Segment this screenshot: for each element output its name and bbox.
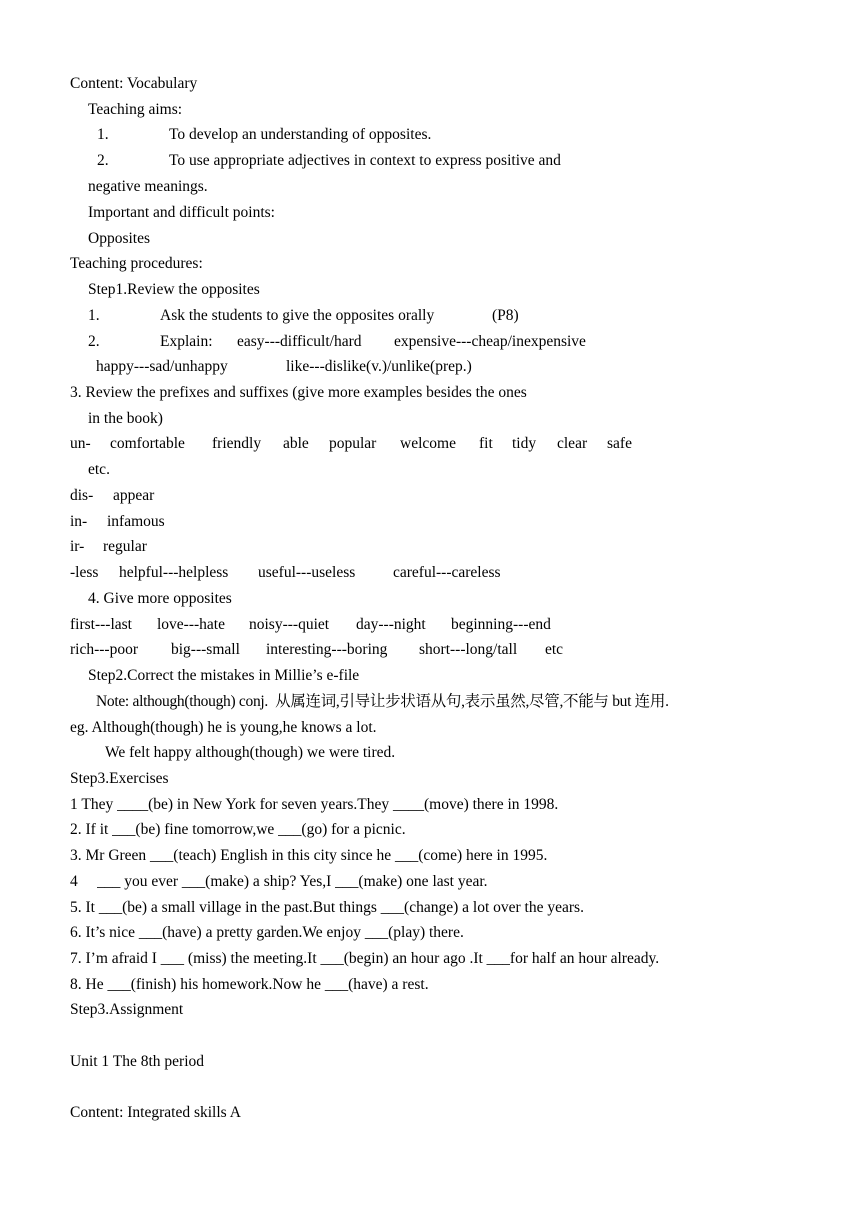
page-reference: (P8) bbox=[492, 307, 519, 324]
prefix-word: tidy bbox=[512, 435, 537, 452]
example-sentence: eg. Although(though) he is young,he knows a lot. bbox=[70, 719, 377, 736]
prefix-label: in- bbox=[70, 513, 88, 530]
step1-item3-continuation: in the book) bbox=[88, 410, 163, 427]
prefix-word: clear bbox=[557, 435, 588, 452]
grammar-note: Note: although(though) conj. 从属连词,引导让步状语从句,表示虽然,尽管,不能与 but 连用. bbox=[96, 693, 669, 710]
exercise-item: 6. It’s nice ___(have) a pretty garden.We enjoy ___(play) there. bbox=[70, 924, 464, 941]
opposite-pair: rich---poor bbox=[70, 641, 138, 658]
opposite-pair: love---hate bbox=[157, 616, 225, 633]
aim-number: 1. bbox=[97, 126, 109, 143]
exercise-item: 7. I’m afraid I ___ (miss) the meeting.It ___(begin) an hour ago .It ___for half an hour already. bbox=[70, 950, 660, 967]
prefix-word: safe bbox=[607, 435, 632, 452]
suffix-label: -less bbox=[70, 564, 99, 581]
prefix-word: appear bbox=[113, 487, 155, 504]
suffix-word: careful---careless bbox=[393, 564, 501, 581]
prefix-word: infamous bbox=[107, 513, 165, 530]
step2-title: Step2.Correct the mistakes in Millie’s e-file bbox=[88, 667, 360, 684]
opposite-pair: easy---difficult/hard bbox=[237, 333, 362, 350]
opposite-pair: first---last bbox=[70, 616, 132, 633]
suffix-word: helpful---helpless bbox=[119, 564, 229, 581]
teaching-aims-heading: Teaching aims: bbox=[88, 101, 183, 118]
important-points-heading: Important and difficult points: bbox=[88, 204, 275, 221]
exercise-item: 1 They ____(be) in New York for seven years.They ____(move) there in 1998. bbox=[70, 796, 559, 813]
exercise-item: 3. Mr Green ___(teach) English in this city since he ___(come) here in 1995. bbox=[70, 847, 548, 864]
step1-item4: 4. Give more opposites bbox=[88, 590, 232, 607]
opposite-pair: short---long/tall bbox=[419, 641, 518, 658]
prefix-label: dis- bbox=[70, 487, 94, 504]
prefix-word: popular bbox=[329, 435, 377, 452]
unit-title: Unit 1 The 8th period bbox=[70, 1053, 205, 1070]
procedures-heading: Teaching procedures: bbox=[70, 255, 203, 272]
exercise-item: 2. If it ___(be) fine tomorrow,we ___(go) for a picnic. bbox=[70, 821, 406, 838]
prefix-word: fit bbox=[479, 435, 493, 452]
content-heading: Content: Integrated skills A bbox=[70, 1104, 241, 1121]
opposite-pair: beginning---end bbox=[451, 616, 551, 633]
content-heading: Content: Vocabulary bbox=[70, 75, 198, 92]
exercise-item: 8. He ___(finish) his homework.Now he ___(have) a rest. bbox=[70, 976, 429, 993]
exercise-item: 4 ___ you ever ___(make) a ship? Yes,I ___(make) one last year. bbox=[70, 873, 488, 890]
assignment-heading: Step3.Assignment bbox=[70, 1001, 184, 1018]
prefix-word: friendly bbox=[212, 435, 262, 452]
example-sentence: We felt happy although(though) we were tired. bbox=[105, 744, 396, 761]
prefix-word: welcome bbox=[400, 435, 456, 452]
step1-item-number: 1. bbox=[88, 307, 100, 324]
etc-text: etc. bbox=[88, 461, 110, 478]
explain-label: Explain: bbox=[160, 333, 213, 350]
opposite-pair: noisy---quiet bbox=[249, 616, 330, 633]
opposite-pair: interesting---boring bbox=[266, 641, 388, 658]
step3-title: Step3.Exercises bbox=[70, 770, 169, 787]
aim-continuation: negative meanings. bbox=[88, 178, 208, 195]
step1-item-number: 2. bbox=[88, 333, 100, 350]
exercise-item: 5. It ___(be) a small village in the past.But things ___(change) a lot over the years. bbox=[70, 899, 584, 916]
important-points-text: Opposites bbox=[88, 230, 150, 247]
prefix-word: able bbox=[283, 435, 309, 452]
step1-title: Step1.Review the opposites bbox=[88, 281, 260, 298]
prefix-label: un- bbox=[70, 435, 91, 452]
aim-number: 2. bbox=[97, 152, 109, 169]
etc-text: etc bbox=[545, 641, 564, 658]
aim-text: To develop an understanding of opposites. bbox=[169, 126, 432, 143]
suffix-word: useful---useless bbox=[258, 564, 356, 581]
aim-text: To use appropriate adjectives in context to express positive and bbox=[169, 152, 561, 169]
opposite-pair: happy---sad/unhappy bbox=[96, 358, 228, 375]
prefix-word: comfortable bbox=[110, 435, 185, 452]
prefix-word: regular bbox=[103, 538, 147, 555]
opposite-pair: like---dislike(v.)/unlike(prep.) bbox=[286, 358, 472, 375]
prefix-label: ir- bbox=[70, 538, 85, 555]
step1-item-text: Ask the students to give the opposites orally bbox=[160, 307, 435, 324]
opposite-pair: big---small bbox=[171, 641, 240, 658]
opposite-pair: day---night bbox=[356, 616, 426, 633]
opposite-pair: expensive---cheap/inexpensive bbox=[394, 333, 586, 350]
step1-item3: 3. Review the prefixes and suffixes (give more examples besides the ones bbox=[70, 384, 527, 401]
